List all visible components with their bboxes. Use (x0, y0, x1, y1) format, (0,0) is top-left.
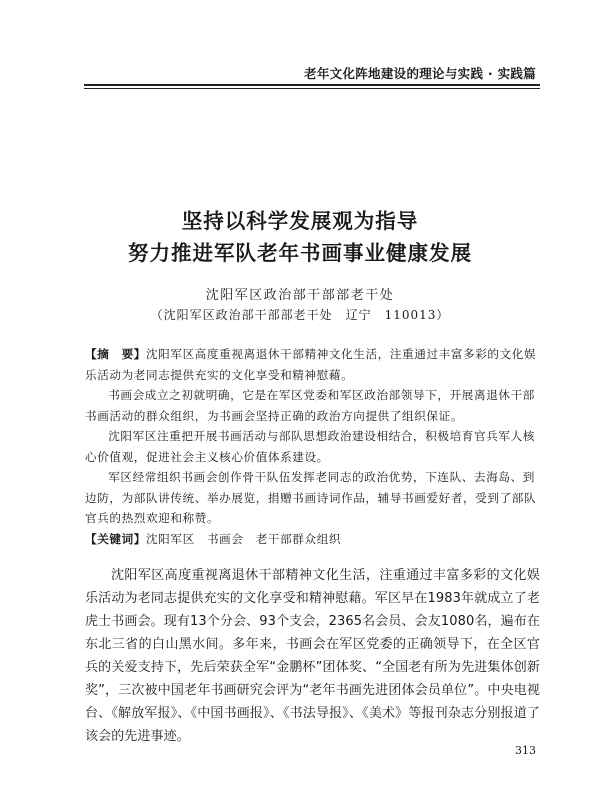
page-number: 313 (515, 744, 536, 757)
keywords (85, 529, 540, 550)
keywords-text: 沈阳军区 书画会 老干部群众组织 (145, 531, 342, 546)
abstract-paragraph: 军区经常组织书画会创作骨干队伍发挥老同志的政治优势，下连队、去海岛、到边防，为部队讲传统、举办展览，捐赠书画诗词作品，辅导书画爱好者，受到了部队官兵的热烈欢迎和称赞。 (85, 470, 537, 525)
abstract (85, 344, 540, 549)
keywords-label: 【关键词】 (85, 531, 146, 546)
running-header: 老年文化阵地建设的理论与实践 · 实践篇 (304, 66, 536, 81)
abstract-label: 【摘 要】 (85, 347, 146, 361)
abstract-paragraph (85, 344, 540, 385)
article-title-line1: 坚持以科学发展观为指导 (181, 209, 419, 233)
header-rule (84, 84, 540, 86)
abstract-paragraph: 沈阳军区注重把开展书画活动与部队思想政治建设相结合，积极培育官兵军人核心价值观，促进社会主义核心价值体系建设。 (85, 429, 535, 464)
abstract-paragraph: 书画会成立之初就明确，它是在军区党委和军区政治部领导下，开展离退休干部书画活动的群众组织，为书画会坚持正确的政治方向提供了组织保证。 (85, 388, 535, 423)
body-paragraph: 沈阳军区高度重视离退休干部精神文化生活，注重通过丰富多彩的文化娱乐活动为老同志提供充实的文化享受和精神慰藉。军区早在1983年就成立了老虎士书画会。现有13个分会、93个支会，2365名会员、会友1080名，遍布在东北三省的白山黑水间。多年来，书画会在军区党委的正确领导下，在全区官兵的关爱支持下，先后荣获全军“金鹏杯”团体奖、“全国老有所为先进集体创新奖”，三次被中国老年书画研究会评为“老年书画先进团体会员单位”。中央电视台、《解放军报》、《中国书画报》、《书法导报》、《美术》等报刊杂志分别报道了该会的先进事迹。 (85, 568, 540, 744)
author: 沈阳军区政治部干部部老干处 (205, 288, 395, 303)
header-rule-thin (84, 88, 540, 89)
abstract-text: 沈阳军区高度重视离退休干部精神文化生活，注重通过丰富多彩的文化娱乐活动为老同志提供充实的文化享受和精神慰藉。 (85, 347, 537, 382)
affiliation: （沈阳军区政治部干部部老干处 辽宁 110013） (150, 308, 450, 322)
article-title-line2: 努力推进军队老年书画事业健康发展 (128, 241, 472, 265)
